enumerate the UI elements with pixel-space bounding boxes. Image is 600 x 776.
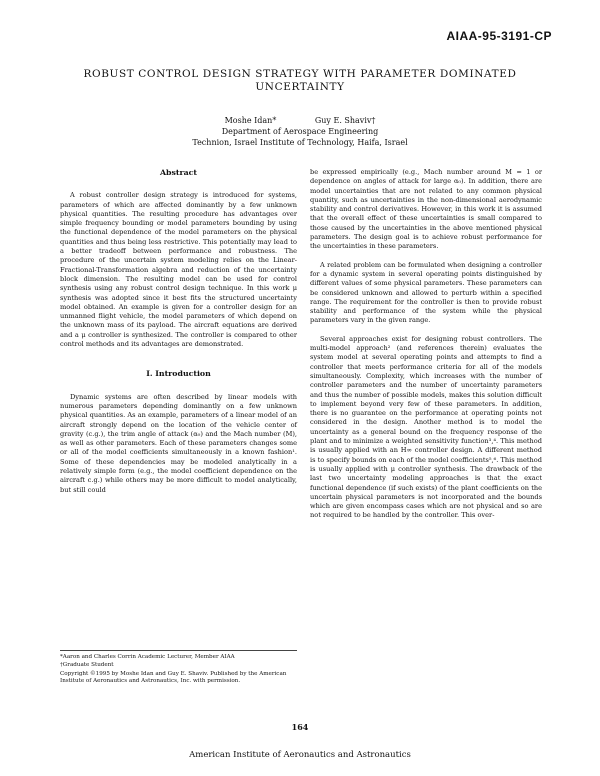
footnote-1: *Aaron and Charles Corrin Academic Lecturer, Member AIAA — [60, 654, 235, 660]
right-paragraph-3: Several approaches exist for designing robust controllers. The multi-model approach² (and references therein) evaluates the system model at several operating points and attempts to find a controller that meets performance criteria for all of the models simultaneously. Complexity, which increases with the number of controller parameters and the number of uncertainty parameters and thus the number of possible models, makes this solution difficult to implement beyond very few of these parameters. In addition, there is no guarantee on the performance at operating points not considered in the design. Another method is to model the uncertainty as a general bound on the frequency response of the plant and to minimize a weighted sensitivity function³,⁴. This method is usually applied with an H∞ controller design. A different method is to specify bounds on each of the model coefficients⁵,⁶. This method is usually applied with μ controller synthesis. The drawback of the last two uncertainty modeling approaches is that the exact functional dependence (if such exists) of the plant coefficients on the uncertain physical parameters is not incorporated and the bounds which are given encompass cases which are not physical and so are not required to be handled by the controller. This over- — [310, 334, 542, 520]
paper-id: AIAA-95-3191-CP — [446, 29, 552, 43]
author-name-1: Moshe Idan* — [224, 116, 277, 125]
right-column — [310, 168, 542, 521]
author-department: Department of Aerospace Engineering — [221, 127, 379, 136]
author-names — [60, 115, 540, 126]
footnotes — [60, 650, 297, 686]
right-paragraph-2: A related problem can be formulated when designing a controller for a dynamic system in several operating points distinguished by different values of some physical parameters. These parameters can be considered unknown and allowed to perturb within a specified range. The requirement for the controller is then to provide robust stability and performance of the system while the physical parameters vary in the given range. — [310, 260, 542, 325]
footnote-2: †Graduate Student — [60, 662, 114, 669]
right-paragraph-1: be expressed empirically (e.g., Mach number around M = 1 or dependence on angles of attack for large α₀). In addition, there are model uncertainties that are not related to any common physical quantity, such as uncertainties in the non-dimensional aerodynamic stability and control derivatives. However, in this work it is assumed that the overall effect of these uncertainties is small compared to those caused by the uncertainties in the above mentioned physical parameters. The design goal is to achieve robust performance for the uncertainties in these parameters. — [310, 168, 542, 251]
left-column — [60, 168, 297, 495]
copyright-note: Copyright ©1995 by Moshe Idan and Guy E. Shaviv. Published by the American Institute of Aeronautics and Astronautics, Inc. with permission. — [60, 670, 287, 685]
introduction-text: Dynamic systems are often described by linear models with numerous parameters depending dominantly on a few unknown physical quantities. As an example, parameters of a linear model of an aircraft strongly depend on the location of the vehicle center of gravity (c.g.), the trim angle of attack (α₀) and the Mach number (M), as well as other parameters. Each of these parameters changes some or all of the model coefficients simultaneously in a known fashion¹. Some of these dependencies may be modeled analytically in a relatively simple form (e.g., the model coefficient dependence on the aircraft c.g.) while others may be more difficult to model analytically, but still could — [60, 392, 297, 494]
title-line-1: ROBUST CONTROL DESIGN STRATEGY WITH PARAMETER DOMINATED — [83, 68, 517, 80]
author-block — [60, 115, 540, 148]
title-line-2: UNCERTAINTY — [255, 81, 345, 93]
page-footer: American Institute of Aeronautics and Astronautics — [189, 750, 411, 760]
page-number: 164 — [291, 722, 309, 732]
abstract-text: A robust controller design strategy is introduced for systems, parameters of which are affected dominantly by a few unknown physical quantities. The resulting procedure has advantages over simple frequency bounding or model parameters bounding by using the functional dependence of the model parameters on the physical quantities and thus being less restrictive. This potentially may lead to a better tradeoff between performance and robustness. The procedure of the uncertain system modeling relies on the Linear-Fractional-Transformation algebra and reduction of the uncertainty block dimension. The resulting model can be used for control synthesis using any robust control design technique. In this work μ synthesis was adopted since it best fits the structured uncertainty model obtained. An example is given for a controller design for an unmanned flight vehicle, the model parameters of which depend on the unknown mass of its payload. The aircraft equations are derived and a μ controller is synthesized. The controller is compared to other control methods and its advantages are demonstrated. — [60, 191, 297, 349]
introduction-heading: I. Introduction — [146, 369, 211, 379]
abstract-heading: Abstract — [159, 168, 197, 177]
paper-title — [60, 68, 540, 94]
author-institution: Technion, Israel Institute of Technology, Haifa, Israel — [192, 138, 408, 147]
author-name-2: Guy E. Shaviv† — [314, 116, 376, 125]
